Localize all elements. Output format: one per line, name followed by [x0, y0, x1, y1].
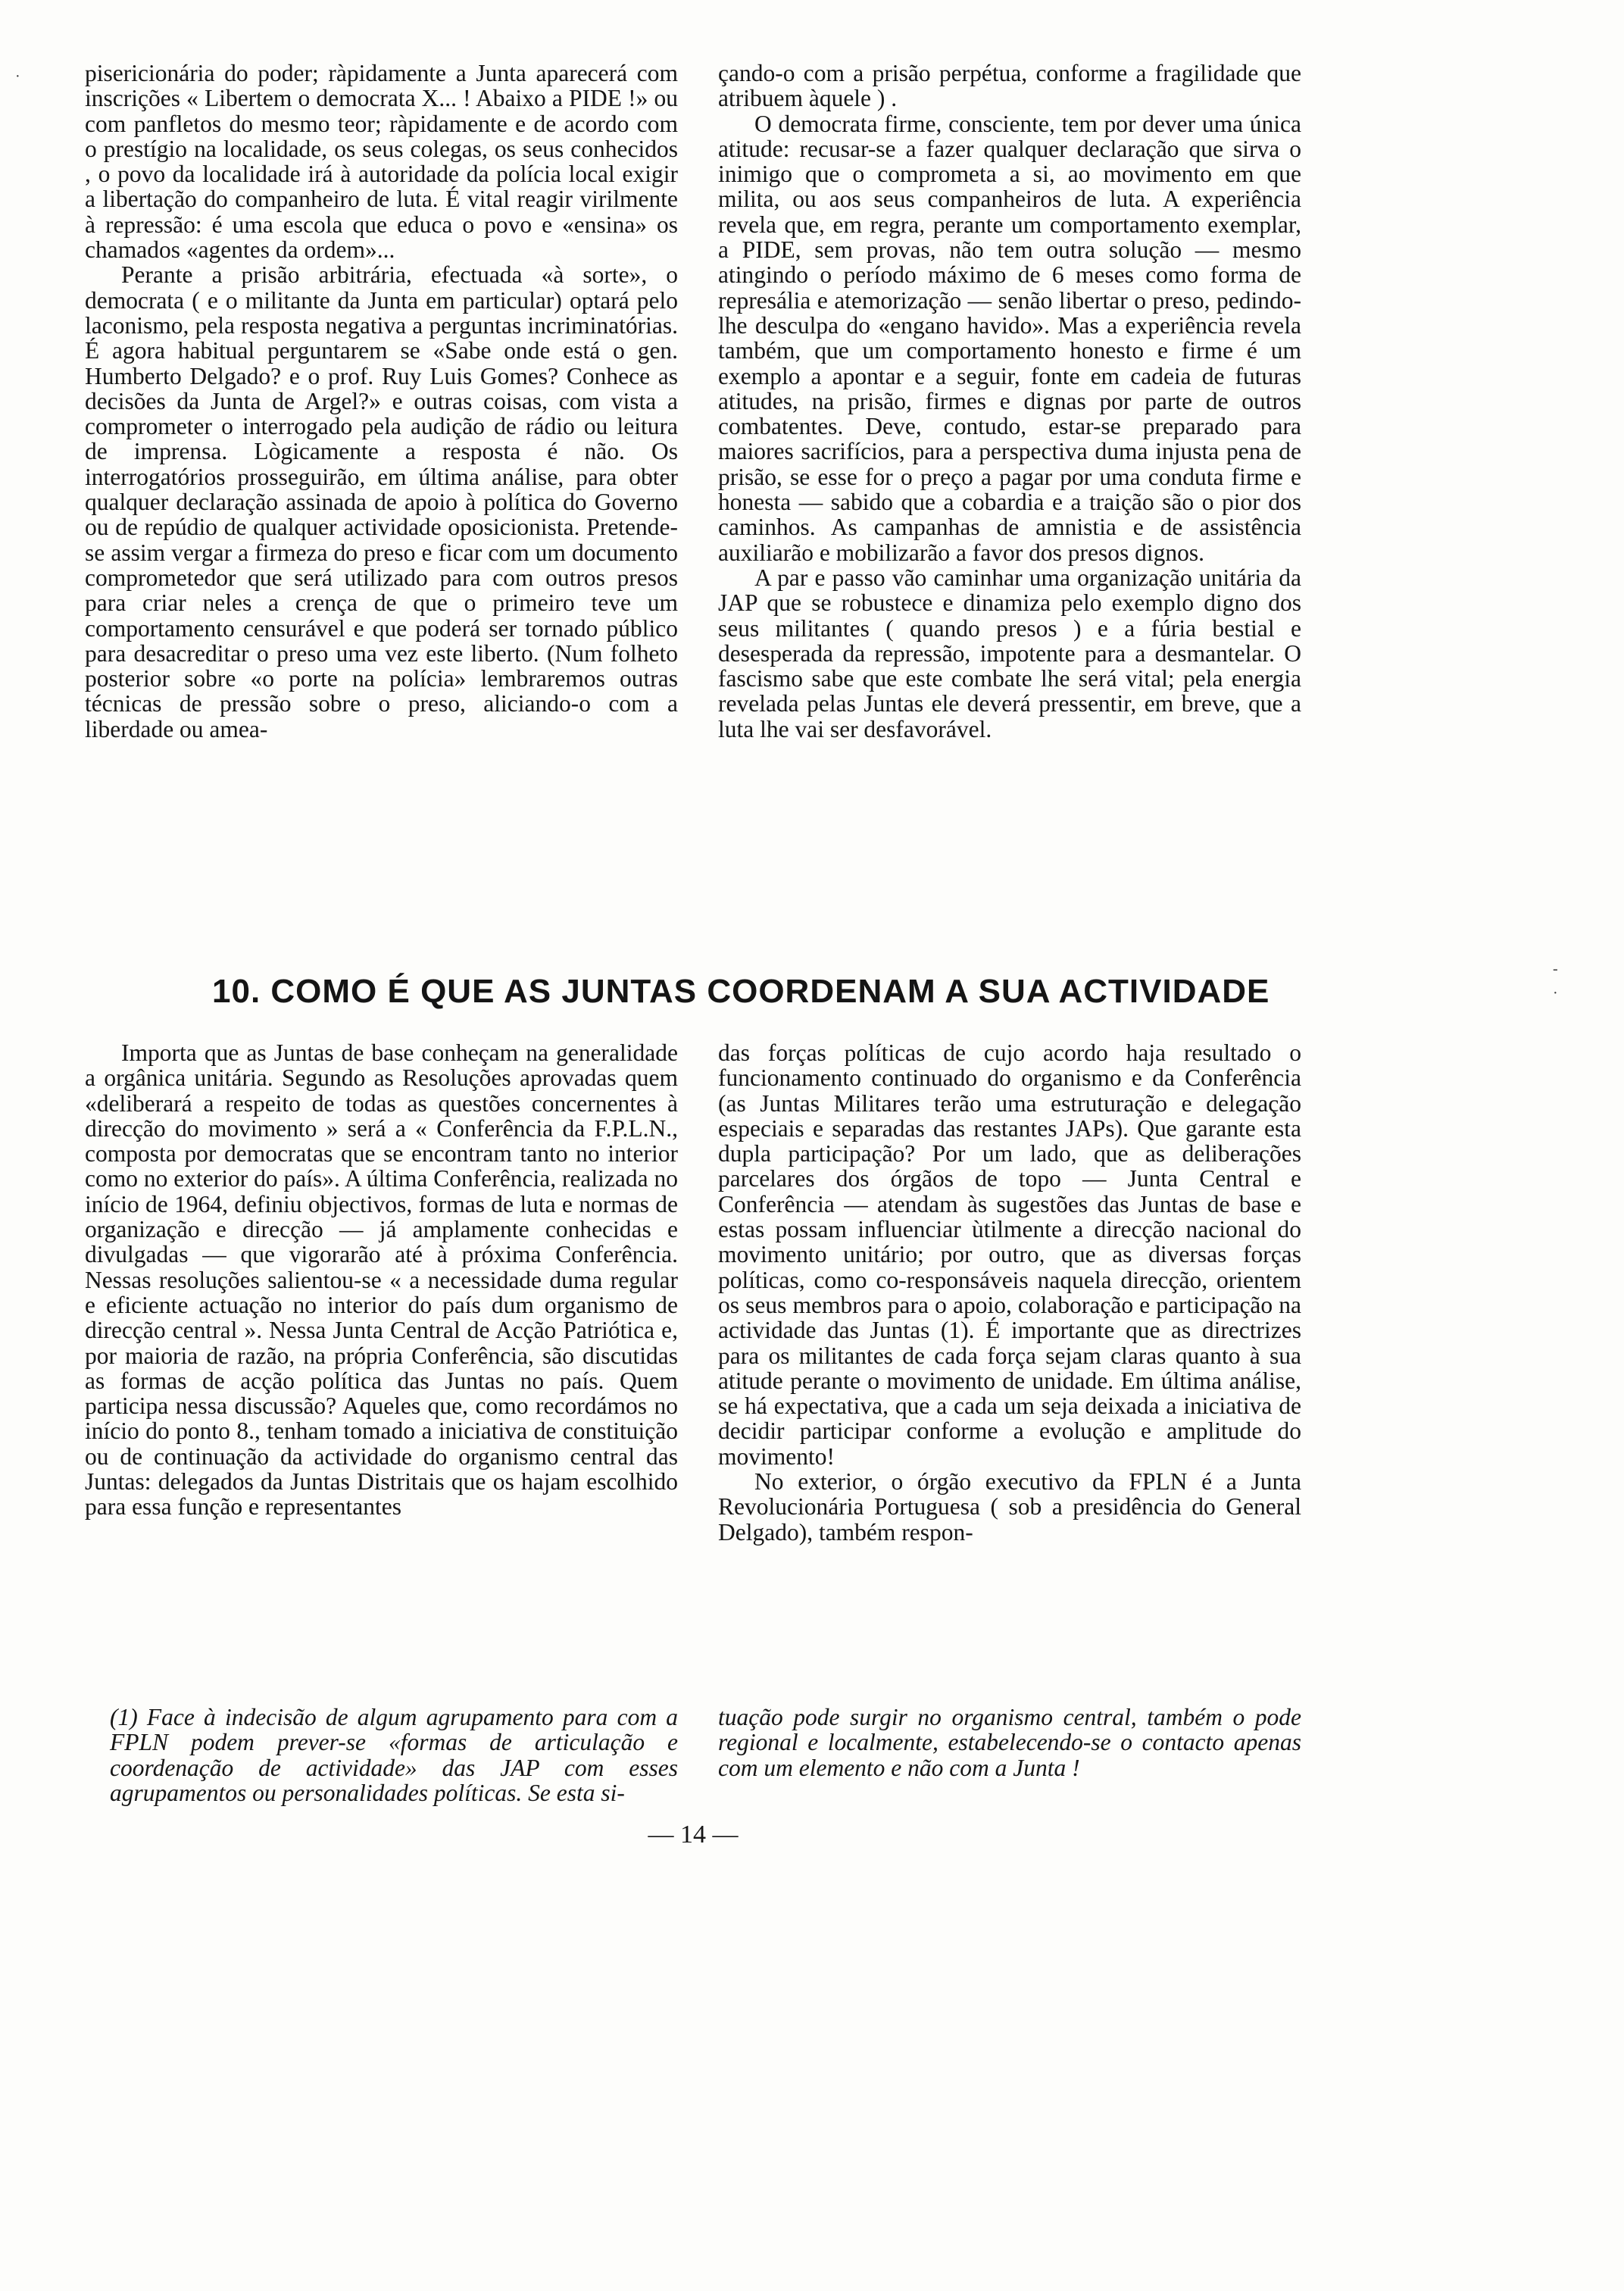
footnote-right: tuação pode surgir no organismo central, também o pode regional e localmente, estabelecendo-se o contacto apenas com um elemento e não com a Junta ! [718, 1704, 1301, 1781]
column-top-right [718, 61, 1301, 742]
page-number: — 14 — [648, 1821, 739, 1849]
paragraph: das forças políticas de cujo acordo haja resultado o funcionamento continuado do organismo e da Conferência (as Juntas Militares terão uma estruturação e delegação especiais e separadas das restantes JAPs). Que garante esta dupla participação? Por um lado, que as deliberações parcelares dos órgãos de topo — Junta Central e Conferência — atendam às sugestões das Juntas de base e estas possam influenciar ùtilmente a direcção nacional do movimento unitário; por outro, que as diversas forças políticas, como co-responsáveis naquela direcção, orientem os seus membros para o apoio, colaboração e participação na actividade das Juntas (1). É importante que as directrizes para os militantes de cada força sejam claras quanto à sua atitude perante o movimento de unidade. Em última análise, se há expectativa, que a cada um seja deixada a iniciativa de decidir participar conforme a evolução e amplitude do movimento! [718, 1039, 1301, 1470]
section-heading: 10. COMO É QUE AS JUNTAS COORDENAM A SUA ACTIVIDADE [212, 973, 1270, 1010]
paragraph: Importa que as Juntas de base conheçam na generalidade a orgânica unitária. Segundo as Resoluções aprovadas quem «deliberará a respeito de todas as questões concernentes à direcção do movimento » será a « Conferência da F.P.L.N., composta por democratas que se encontram tanto no interior como no exterior do país». A última Conferência, realizada no início de 1964, definiu objectivos, formas de luta e normas de organização e direcção — já amplamente conhecidas e divulgadas — que vigorarão até à próxima Conferência. Nessas resoluções salientou-se « a necessidade duma regular e eficiente actuação no interior do país dum organismo de direcção central ». Nessa Junta Central de Acção Patriótica e, por maioria de razão, na própria Conferência, são discutidas as formas de acção política das Juntas no país. Quem participa nessa discussão? Aqueles que, como recordámos no início do ponto 8., tenham tomado a iniciativa de constituição ou de continuação da actividade do organismo central das Juntas: delegados da Juntas Distritais que os hajam escolhido para essa função e representantes [85, 1039, 678, 1521]
scan-mark: - [1553, 961, 1558, 977]
paragraph: O democrata firme, consciente, tem por dever uma única atitude: recusar-se a fazer qualquer declaração que sirva o inimigo que o comprometa a si, ao movimento em que milita, ou aos seus companheiros de luta. A experiência revela que, em regra, perante um comportamento exemplar, a PIDE, sem provas, não tem outra solução — mesmo atingindo o período máximo de 6 meses como forma de represália e atemorização — senão libertar o preso, pedindo-lhe desculpa do «engano havido». Mas a experiência revela também, que um comportamento honesto e firme é um exemplo a apontar e a seguir, fonte em cadeia de futuras atitudes, na prisão, firmes e dignas por parte de outros combatentes. Deve, contudo, estar-se preparado para maiores sacrifícios, para a perspectiva duma injusta pena de prisão, se esse for o preço a pagar por uma conduta firme e honesta — sabido que a cobardia e a traição são o pior dos caminhos. As campanhas de amnistia e de assistência auxiliarão e mobilizarão a favor dos presos dignos. [718, 110, 1301, 566]
scan-mark: · [15, 68, 20, 85]
paragraph: A par e passo vão caminhar uma organização unitária da JAP que se robustece e dinamiza pelo exemplo digno dos seus militantes ( quando presos ) e a fúria bestial e desesperada da repressão, impotente para a desmantelar. O fascismo sabe que este combate lhe será vital; pela energia revelada pelas Juntas ele deverá pressentir, em breve, que a luta lhe vai ser desfavorável. [718, 564, 1301, 742]
footnote-left: (1) Face à indecisão de algum agrupamento para com a FPLN podem prever-se «formas de articulação e coordenação de actividade» das JAP com esses agrupamentos ou personalidades políticas. Se esta si- [110, 1704, 678, 1806]
paragraph: pisericionária do poder; ràpidamente a Junta aparecerá com inscrições « Libertem o democrata X... ! Abaixo a PIDE !» ou com panfletos do mesmo teor; ràpidamente e de acordo com o prestígio na localidade, os seus colegas, os seus conhecidos , o povo da localidade irá à autoridade da polícia local exigir a libertação do companheiro de luta. É vital reagir virilmente à repressão: é uma escola que educa o povo e «ensina» os chamados «agentes da ordem»... [85, 60, 678, 264]
column-top-left [85, 61, 678, 742]
column-bottom-right [718, 1040, 1301, 1545]
column-bottom-left [85, 1040, 678, 1520]
paragraph: No exterior, o órgão executivo da FPLN é a Junta Revolucionária Portuguesa ( sob a presidência do General Delgado), também respon- [718, 1468, 1301, 1546]
paragraph: çando-o com a prisão perpétua, conforme a fragilidade que atribuem àquele ) . [718, 60, 1301, 112]
scan-mark: · [1553, 985, 1558, 1002]
paragraph: Perante a prisão arbitrária, efectuada «à sorte», o democrata ( e o militante da Junta em particular) optará pelo laconismo, pela resposta negativa a perguntas incriminatórias. É agora habitual perguntarem se «Sabe onde está o gen. Humberto Delgado? e o prof. Ruy Luis Gomes? Conhece as decisões da Junta de Argel?» e outras coisas, com vista a comprometer o interrogado pela audição de rádio ou leitura de imprensa. Lògicamente a resposta é não. Os interrogatórios prosseguirão, em última análise, para obter qualquer declaração assinada de apoio à política do Governo ou de repúdio de qualquer actividade oposicionista. Pretende-se assim vergar a firmeza do preso e ficar com um documento comprometedor que será utilizado para com outros presos para criar neles a crença de que o primeiro teve um comportamento censurável e que poderá ser tornado público para desacreditar o preso uma vez este liberto. (Num folheto posterior sobre «o porte na polícia» lembraremos outras técnicas de pressão sobre o preso, aliciando-o com a liberdade ou amea- [85, 261, 678, 742]
